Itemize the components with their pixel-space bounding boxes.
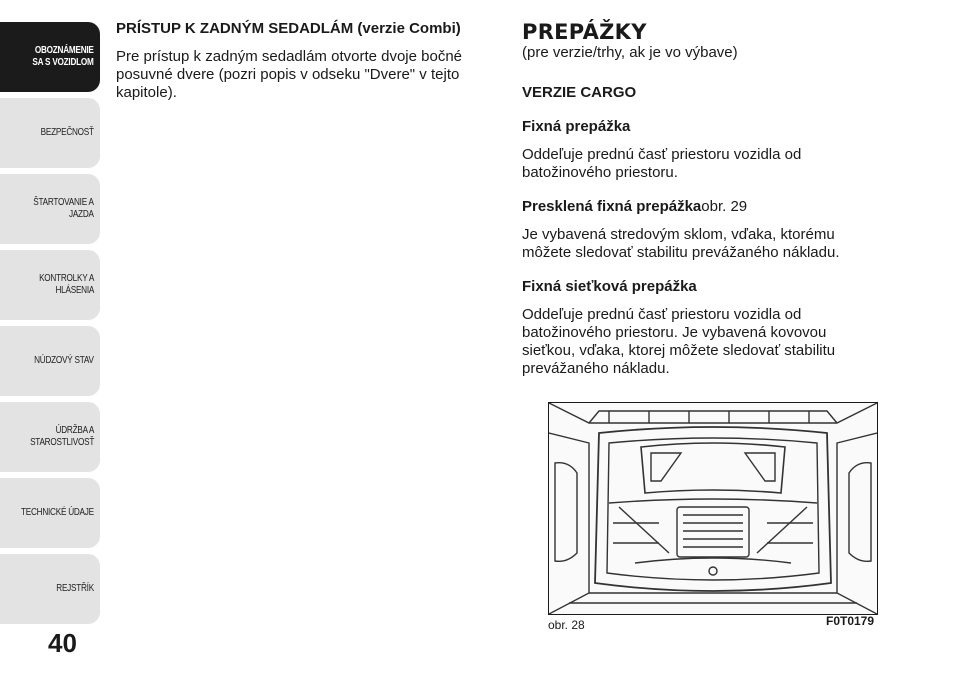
tab-kontrolky[interactable]: [0, 250, 100, 320]
tab-oboznamenie[interactable]: [0, 22, 100, 92]
tab-label: ÚDRŽBA A STAROSTLIVOSŤ: [29, 425, 94, 448]
figure-reference[interactable]: obr. 29: [701, 198, 748, 215]
glazed-heading: Presklená fixná prepážka: [522, 198, 702, 215]
tab-label: OBOZNÁMENIE SA S VOZIDLOM: [32, 45, 94, 68]
chapter-tabs: [0, 22, 100, 630]
mesh-text: Oddeľuje prednú časť priestoru vozidla od batožinového priestoru. Je vybavená kovovou sieťkou, vďaka, ktorej môžete sledovať stabilitu prevážaného nákladu.: [522, 306, 836, 377]
tab-technicke-udaje[interactable]: [0, 478, 100, 548]
page-number: 40: [48, 628, 77, 658]
tab-label: REJSTŘÍK: [56, 583, 94, 594]
van-partition-drawing: [549, 403, 877, 614]
right-column: [522, 20, 882, 388]
figure-code: F0T0179: [826, 614, 875, 628]
paragraph: Pre prístup k zadným sedadlám otvorte dvoje bočné posuvné dvere (pozri popis v odseku "Dvere" v tejto kapitole).: [116, 48, 463, 101]
tab-bezpecnost[interactable]: [0, 98, 100, 168]
tab-label: KONTROLKY A HLÁSENIA: [38, 273, 94, 296]
page-title: PREPÁŽKY: [522, 20, 647, 44]
tab-label: ŠTARTOVANIE A JAZDA: [33, 197, 94, 220]
tab-udrzba[interactable]: [0, 402, 100, 472]
tab-label: BEZPEČNOSŤ: [40, 127, 94, 138]
glazed-text: Je vybavená stredovým sklom, vďaka, ktorému môžete sledovať stabilitu prevážaného nákladu.: [522, 226, 840, 261]
tab-label: TECHNICKÉ ÚDAJE: [21, 507, 94, 518]
cargo-heading: VERZIE CARGO: [522, 84, 637, 101]
fixed-text: Oddeľuje prednú časť priestoru vozidla od batožinového priestoru.: [522, 146, 802, 181]
tab-label: NÚDZOVÝ STAV: [34, 355, 94, 366]
fixed-heading: Fixná prepážka: [522, 118, 631, 135]
tab-startovanie[interactable]: [0, 174, 100, 244]
tab-nudzovy-stav[interactable]: [0, 326, 100, 396]
left-column: [116, 20, 496, 112]
glazed-heading-line: [522, 198, 882, 216]
tab-rejstrik[interactable]: [0, 554, 100, 624]
section-heading: PRÍSTUP K ZADNÝM SEDADLÁM (verzie Combi): [116, 20, 461, 37]
mesh-heading: Fixná sieťková prepážka: [522, 278, 697, 295]
subtitle: (pre verzie/trhy, ak je vo výbave): [522, 44, 738, 61]
figure-caption: obr. 28: [548, 618, 585, 632]
partition-illustration: [548, 402, 878, 615]
